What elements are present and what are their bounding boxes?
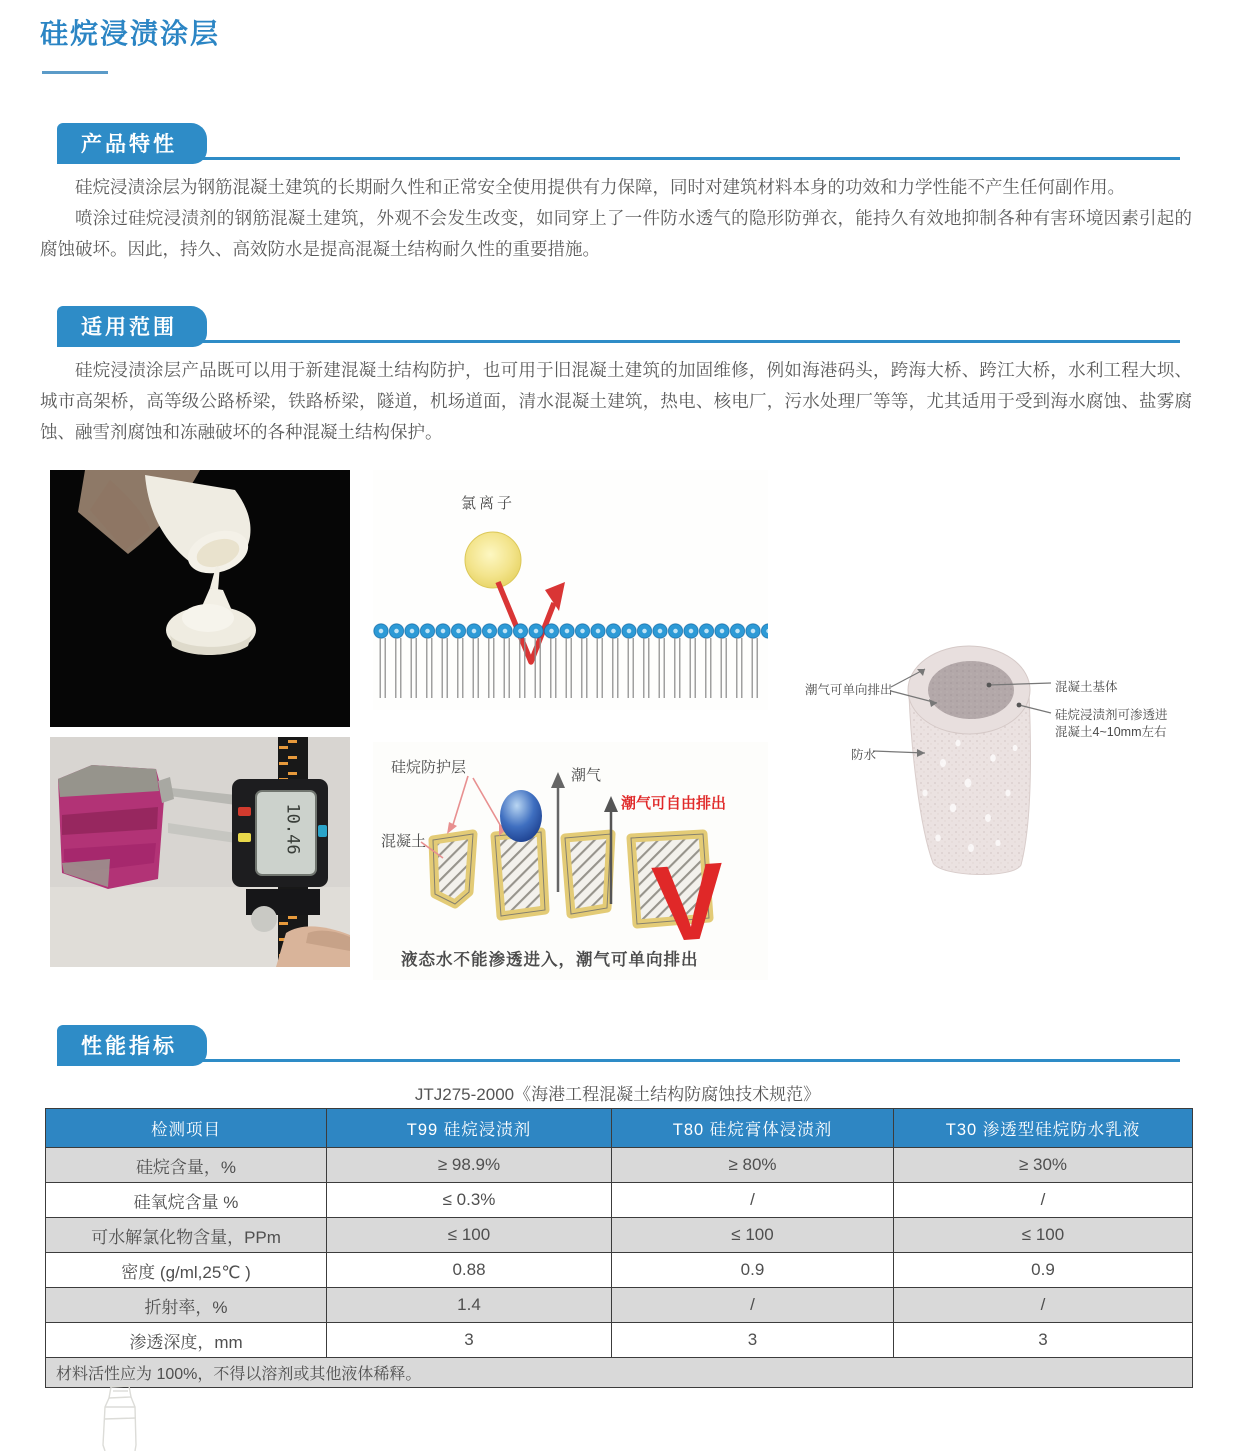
vapor-free-label: 潮气可自由排出 — [621, 795, 727, 812]
column-header: T99 硅烷浸渍剂 — [327, 1109, 612, 1148]
features-paragraphs — [40, 172, 1192, 265]
vapor-label: 潮气 — [571, 767, 602, 784]
row-label: 硅氧烷含量 % — [46, 1183, 327, 1218]
section-rule — [57, 157, 1180, 160]
table-footer-row — [46, 1358, 1193, 1388]
section-rule — [57, 340, 1180, 343]
caliper-photo-art — [50, 737, 350, 967]
column-header: T30 渗透型硅烷防水乳液 — [894, 1109, 1193, 1148]
silane-layer-label: 硅烷防护层 — [391, 759, 467, 776]
cell-value: ≥ 80% — [612, 1148, 894, 1183]
diagram-moisture-breathable — [373, 742, 768, 980]
cell-value: / — [894, 1288, 1193, 1323]
section-tab-features: 产品特性 — [57, 123, 207, 164]
table-row — [46, 1148, 1193, 1183]
chloride-label: 氯离子 — [461, 495, 516, 512]
cell-value: 3 — [894, 1323, 1193, 1358]
row-label: 硅烷含量，% — [46, 1148, 327, 1183]
perf-table-head-row — [46, 1109, 1193, 1148]
permeation-label-line1: 硅烷浸渍剂可渗透进 — [1055, 708, 1168, 722]
diagram-chloride-ion — [373, 470, 768, 710]
scope-paragraph — [40, 355, 1192, 448]
section-rule — [57, 1059, 1180, 1062]
cell-value: / — [612, 1288, 894, 1323]
cell-value: 0.9 — [612, 1253, 894, 1288]
permeation-label-line2: 混凝土4~10mm左右 — [1055, 725, 1167, 739]
waterproof-label: 防水 — [851, 748, 877, 762]
cell-value: 0.9 — [894, 1253, 1193, 1288]
table-row — [46, 1218, 1193, 1253]
cell-value: / — [894, 1183, 1193, 1218]
title-underline — [42, 71, 108, 74]
row-label: 渗透深度，mm — [46, 1323, 327, 1358]
features-para-2: 喷涂过硅烷浸渍剂的钢筋混凝土建筑，外观不会发生改变，如同穿上了一件防水透气的隐形防弹衣，能持久有效地抑制各种有害环境因素引起的腐蚀破坏。因此，持久、高效防水是提高混凝土结构耐久性的重要措施。 — [40, 208, 1192, 259]
page-title: 硅烷浸渍涂层 — [40, 18, 221, 49]
table-row — [46, 1288, 1193, 1323]
cell-value: ≤ 100 — [612, 1218, 894, 1253]
cell-value: 3 — [327, 1323, 612, 1358]
section-tab-performance: 性能指标 — [57, 1025, 207, 1066]
section-header-performance — [57, 1025, 1180, 1062]
cell-value: / — [612, 1183, 894, 1218]
one-way-vent-label: 潮气可单向排出 — [805, 683, 893, 697]
caliper-lcd-value: 10.46 — [282, 803, 303, 855]
column-header: 检测项目 — [46, 1109, 327, 1148]
photo-caliper-measurement — [50, 737, 350, 967]
concrete-label: 混凝土 — [381, 833, 427, 850]
photo-silane-pouring — [50, 470, 350, 727]
bottle-outline-watermark — [95, 1385, 145, 1451]
pouring-photo-art — [50, 470, 350, 727]
cell-value: ≥ 30% — [894, 1148, 1193, 1183]
concrete-matrix-label: 混凝土基体 — [1055, 680, 1118, 694]
section-header-features — [57, 123, 1180, 160]
column-header: T80 硅烷膏体浸渍剂 — [612, 1109, 894, 1148]
cell-value: ≥ 98.9% — [327, 1148, 612, 1183]
cell-value: 3 — [612, 1323, 894, 1358]
svg-text:V: V — [648, 839, 730, 965]
cell-value: 1.4 — [327, 1288, 612, 1323]
cell-value: 0.88 — [327, 1253, 612, 1288]
standard-reference: JTJ275-2000《海港工程混凝土结构防腐蚀技术规范》 — [414, 1085, 821, 1104]
section-header-scope — [57, 306, 1180, 343]
molecule-heads-row — [373, 622, 768, 639]
row-label: 可水解氯化物含量，PPm — [46, 1218, 327, 1253]
features-para-1: 硅烷浸渍涂层为钢筋混凝土建筑的长期耐久性和正常安全使用提供有力保障，同时对建筑材料本身的功效和力学性能不产生任何副作用。 — [75, 177, 1125, 197]
row-label: 密度 (g/ml,25℃ ) — [46, 1253, 327, 1288]
table-footer-note: 材料活性应为 100%，不得以溶剂或其他液体稀释。 — [46, 1358, 1193, 1388]
scope-para: 硅烷浸渍涂层产品既可以用于新建混凝土结构防护，也可用于旧混凝土建筑的加固维修，例如海港码头，跨海大桥、跨江大桥，水利工程大坝、城市高架桥，高等级公路桥梁，铁路桥梁，隧道，机场道面，清水混凝土建筑，热电、核电厂，污水处理厂等等，尤其适用于受到海水腐蚀、盐雾腐蚀、融雪剂腐蚀和冻融破坏的各种混凝土结构保护。 — [40, 360, 1192, 442]
table-row — [46, 1183, 1193, 1218]
table-row — [46, 1253, 1193, 1288]
cell-value: ≤ 100 — [327, 1218, 612, 1253]
performance-table — [45, 1108, 1193, 1388]
perf-table-body — [46, 1148, 1193, 1358]
performance-table-wrapper — [45, 1108, 1192, 1388]
cell-value: ≤ 0.3% — [327, 1183, 612, 1218]
section-tab-scope: 适用范围 — [57, 306, 207, 347]
moisture-caption: 液态水不能渗透进入，潮气可单向排出 — [401, 951, 699, 969]
diagram-concrete-cylinder — [793, 633, 1211, 958]
molecule-tails-row — [375, 638, 766, 698]
row-label: 折射率，% — [46, 1288, 327, 1323]
table-row — [46, 1323, 1193, 1358]
cell-value: ≤ 100 — [894, 1218, 1193, 1253]
